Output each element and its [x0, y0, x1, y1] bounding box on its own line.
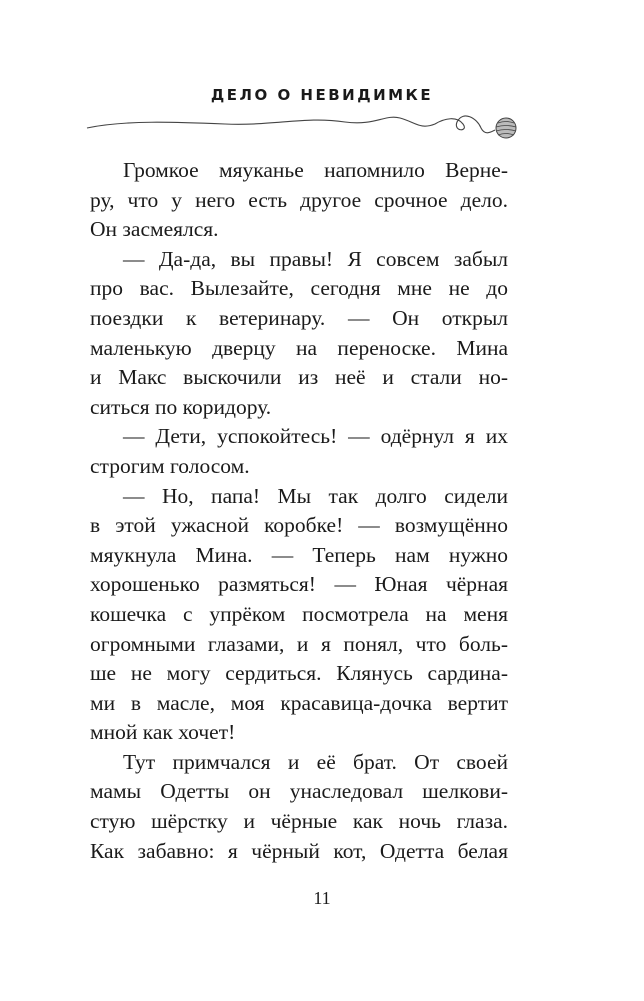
text-line: — Дети, успокойтесь! — одёрнул я их	[123, 424, 508, 449]
text-line: маленькую дверцу на переноске. Мина	[90, 335, 508, 360]
text-line: — Но, папа! Мы так долго сидели	[123, 483, 508, 508]
text-line: в этой ужасной коробке! — возмущённо	[90, 513, 508, 538]
text-line: ру, что у него есть другое срочное дело.	[90, 187, 508, 212]
text-line: мной как хочет!	[90, 720, 236, 745]
text-line: ше не могу сердиться. Клянусь сардина-	[90, 661, 508, 686]
text-line: стую шёрстку и чёрные как ночь глаза.	[90, 809, 508, 834]
text-line: мяукнула Мина. — Теперь нам нужно	[90, 542, 508, 567]
text-line: огромными глазами, и я понял, что боль-	[90, 631, 508, 656]
text-line: ситься по коридору.	[90, 394, 272, 419]
text-line: и Макс выскочили из неё и стали но-	[90, 365, 508, 390]
yarn-thread-decoration	[85, 108, 525, 148]
text-line: поездки к ветеринару. — Он открыл	[90, 305, 508, 330]
text-line: хорошенько размяться! — Юная чёрная	[90, 572, 508, 597]
text-line: Как забавно: я чёрный кот, Одетта белая	[90, 838, 508, 863]
text-line: про вас. Вылезайте, сегодня мне не до	[90, 276, 508, 301]
page-number: 11	[313, 888, 331, 908]
thread-line	[87, 116, 495, 133]
running-header: ДЕЛО О НЕВИДИМКЕ	[210, 86, 434, 104]
text-line: строгим голосом.	[90, 453, 250, 478]
yarn-ball-icon	[496, 118, 516, 138]
text-line: Он засмеялся.	[90, 217, 219, 242]
text-line: Тут примчался и её брат. От своей	[123, 749, 508, 774]
text-line: ми в масле, моя красавица-дочка вертит	[90, 690, 508, 715]
text-line: мамы Одетты он унаследовал шелкови-	[90, 779, 508, 804]
text-line: Громкое мяуканье напомнило Верне-	[123, 158, 508, 182]
text-line: — Да-да, вы правы! Я совсем забыл	[123, 246, 508, 271]
body-text	[90, 156, 508, 866]
text-line: кошечка с упрёком посмотрела на меня	[90, 601, 508, 626]
